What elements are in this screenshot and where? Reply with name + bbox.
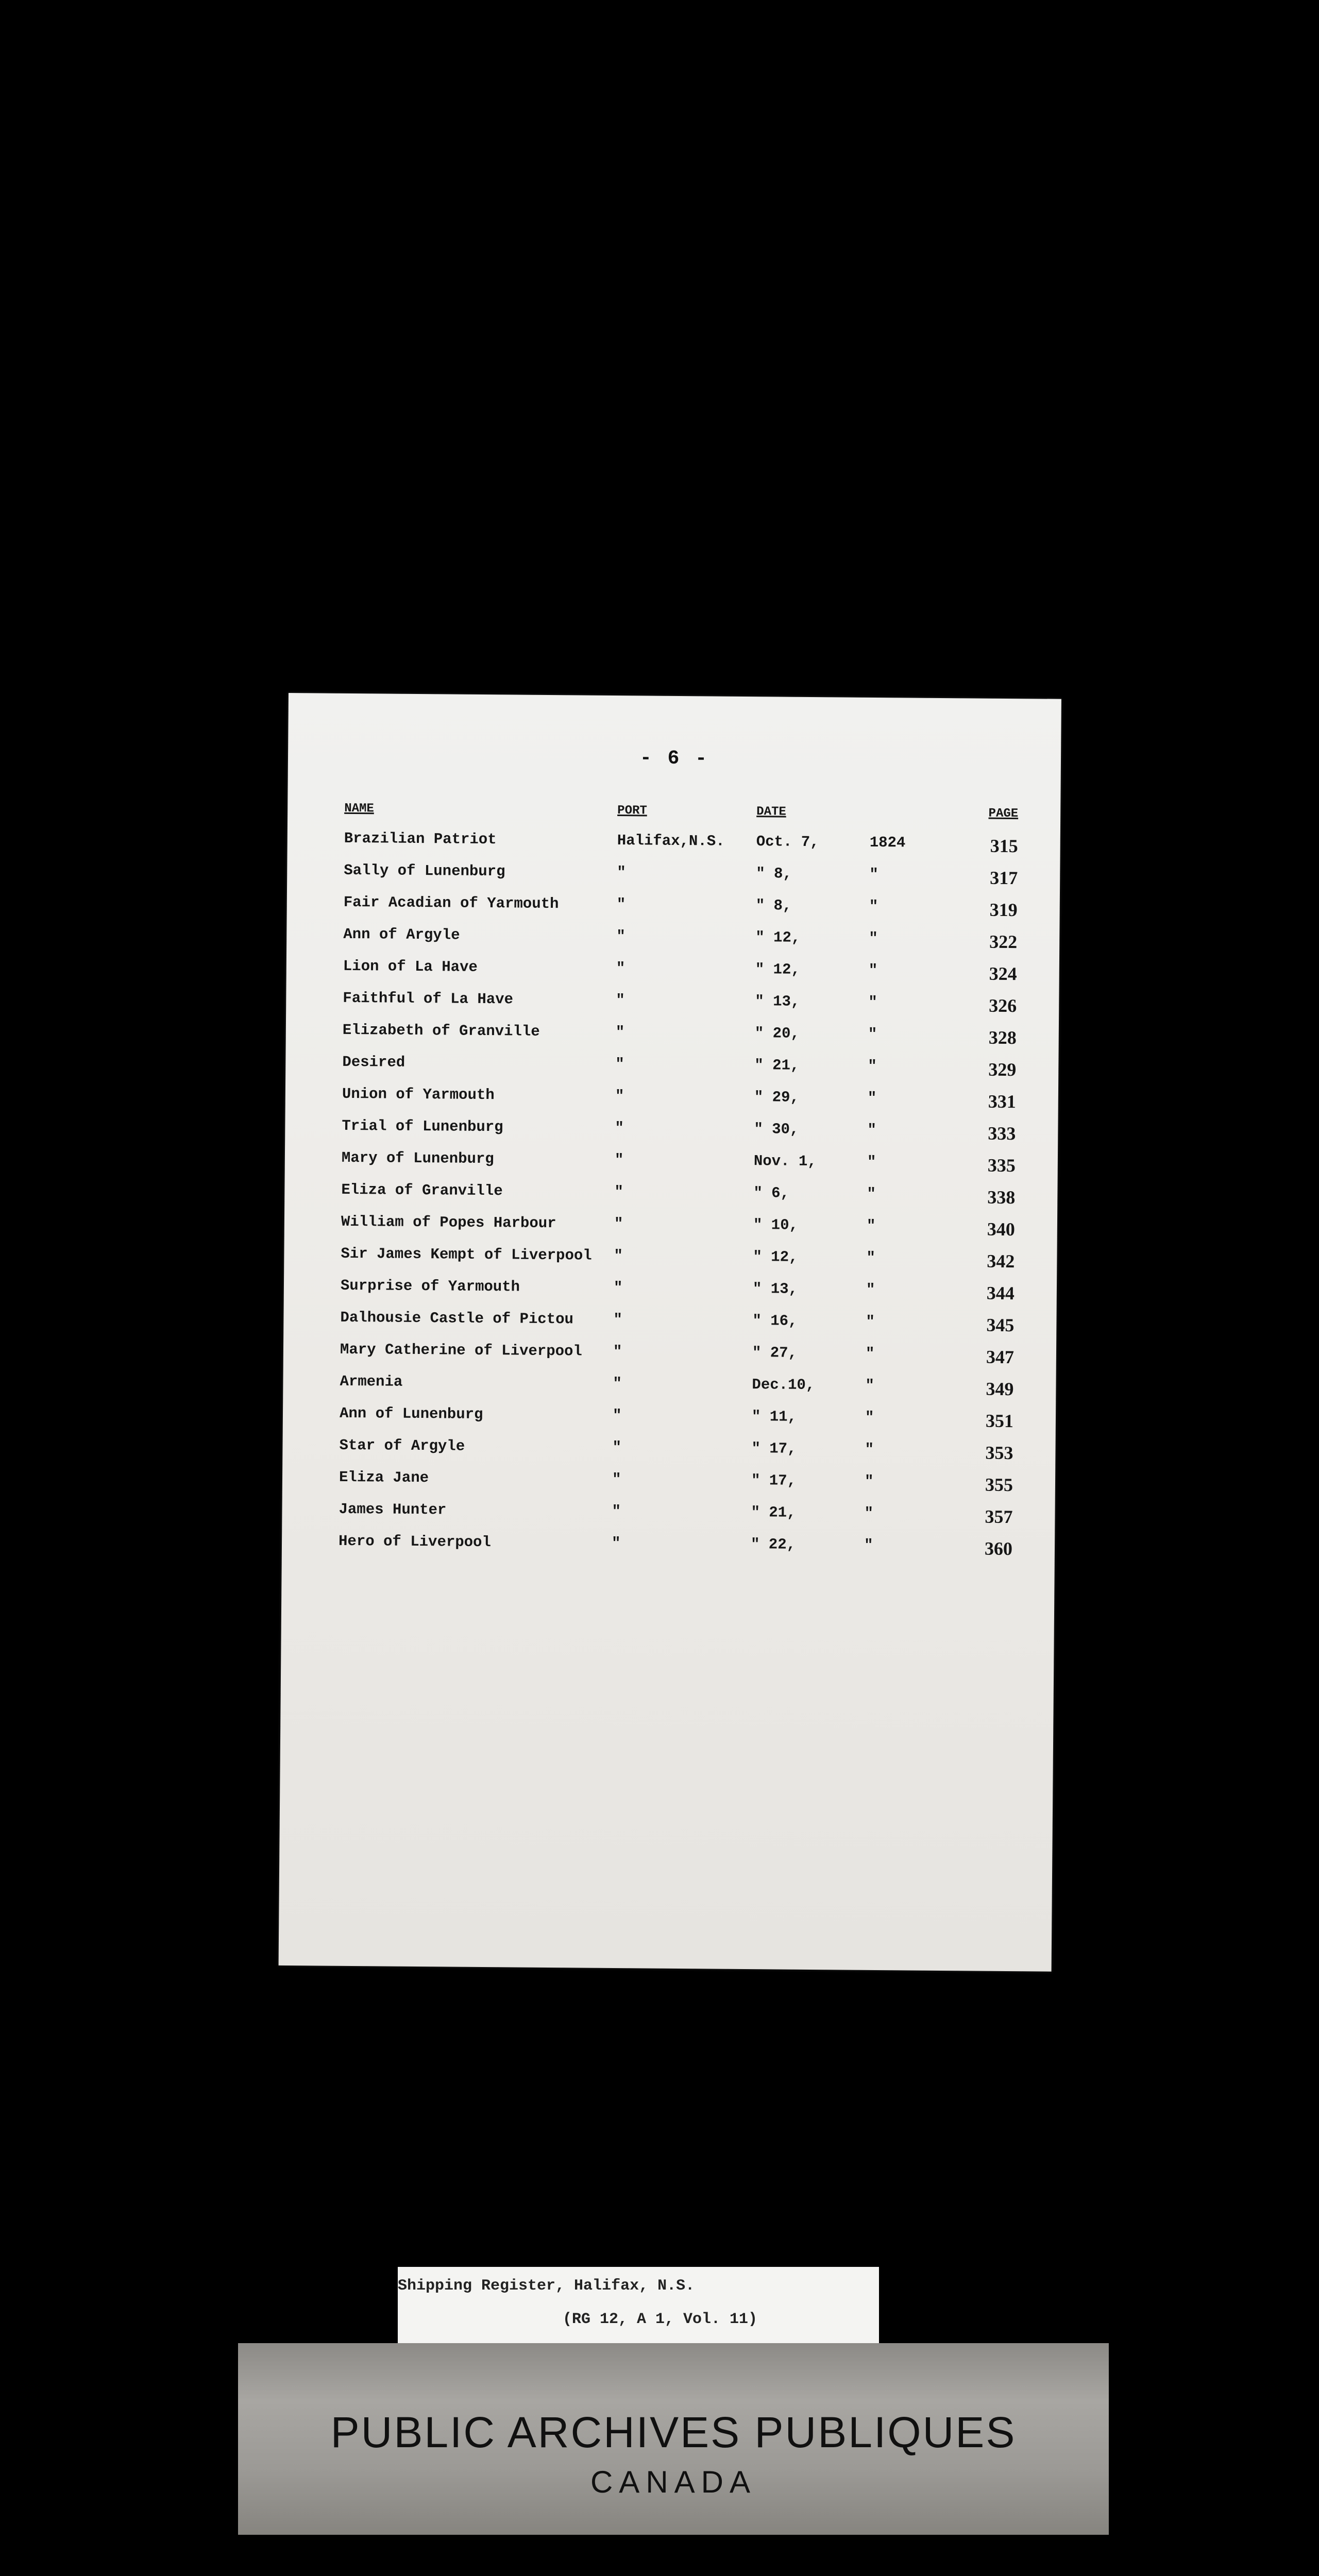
port-cell: " — [616, 896, 626, 913]
year-cell: " — [864, 1504, 874, 1522]
ship-name: Elizabeth of Granville — [342, 1021, 540, 1040]
table-row — [285, 1085, 1058, 1123]
date-cell: " 6, — [753, 1184, 790, 1202]
ship-name: Union of Yarmouth — [342, 1085, 495, 1104]
date-cell: Nov. 1, — [753, 1153, 817, 1171]
page-cell: 340 — [987, 1218, 1016, 1240]
ship-name: Fair Acadian of Yarmouth — [343, 893, 559, 913]
year-cell: " — [865, 1345, 875, 1362]
year-cell: " — [866, 1313, 875, 1330]
ship-name: Surprise of Yarmouth — [340, 1277, 520, 1296]
port-cell: " — [614, 1215, 623, 1233]
table-row — [282, 1436, 1055, 1475]
page-cell: 324 — [989, 963, 1017, 985]
page-cell: 342 — [987, 1250, 1015, 1272]
port-cell: " — [613, 1375, 622, 1393]
port-cell: " — [616, 928, 625, 945]
ship-name: Ann of Argyle — [343, 925, 460, 944]
ship-name: Sir James Kempt of Liverpool — [341, 1245, 592, 1264]
ship-name: James Hunter — [339, 1500, 447, 1519]
date-cell: " 8, — [755, 897, 792, 914]
port-cell: " — [614, 1183, 623, 1201]
year-cell: " — [867, 1089, 877, 1107]
year-cell: " — [869, 929, 878, 947]
page-cell: 328 — [988, 1027, 1017, 1048]
page-cell: 333 — [988, 1123, 1016, 1144]
page-cell: 329 — [988, 1059, 1017, 1080]
year-cell: " — [864, 1472, 874, 1490]
date-cell: " 12, — [755, 961, 800, 978]
port-cell: " — [615, 1024, 625, 1041]
port-cell: " — [615, 1088, 624, 1105]
ship-name: Desired — [342, 1053, 405, 1071]
table-row — [282, 1532, 1055, 1570]
table-row — [283, 1341, 1056, 1379]
port-cell: " — [612, 1502, 621, 1520]
table-row — [284, 1213, 1057, 1251]
page-cell: 335 — [987, 1155, 1016, 1176]
ship-name: Ann of Lunenburg — [339, 1404, 483, 1423]
table-row — [286, 989, 1059, 1027]
port-cell: " — [613, 1311, 623, 1329]
table-row — [286, 1021, 1059, 1059]
date-cell: " 13, — [752, 1280, 798, 1298]
year-cell: " — [868, 961, 878, 979]
ship-name: Trial of Lunenburg — [342, 1117, 503, 1136]
ship-name: Dalhousie Castle of Pictou — [340, 1309, 574, 1328]
year-cell: " — [866, 1281, 875, 1298]
header-date: DATE — [756, 805, 786, 819]
date-cell: Dec.10, — [752, 1376, 815, 1394]
page-number: - 6 - — [639, 747, 709, 770]
year-cell: " — [867, 1185, 876, 1202]
page-cell: 351 — [985, 1410, 1014, 1432]
table-row — [282, 1468, 1055, 1506]
page-cell: 347 — [986, 1346, 1014, 1368]
table-row — [285, 1053, 1058, 1091]
ship-name: Mary Catherine of Liverpool — [340, 1341, 583, 1360]
page-cell: 353 — [985, 1442, 1013, 1464]
page-cell: 322 — [989, 931, 1018, 953]
table-row — [287, 829, 1060, 868]
port-cell: " — [614, 1247, 623, 1265]
register-page — [279, 693, 1061, 1972]
page-cell: 319 — [989, 899, 1018, 921]
table-row — [283, 1372, 1056, 1411]
port-cell: " — [616, 992, 625, 1009]
date-cell: " 29, — [754, 1089, 800, 1106]
port-cell: " — [612, 1470, 621, 1488]
page-cell: 349 — [986, 1378, 1014, 1400]
table-row — [283, 1309, 1056, 1347]
page-cell: 357 — [985, 1506, 1013, 1528]
port-cell: " — [611, 1534, 621, 1552]
ship-name: Hero of Liverpool — [338, 1532, 492, 1551]
page-cell: 315 — [990, 835, 1018, 857]
date-cell: " 13, — [755, 993, 800, 1010]
port-cell: " — [612, 1406, 622, 1425]
year-cell: " — [868, 1025, 877, 1043]
table-row — [286, 957, 1059, 995]
archives-country: CANADA — [590, 2465, 757, 2499]
ship-name: Eliza of Granville — [341, 1181, 503, 1200]
table-row — [285, 1117, 1058, 1155]
table-row — [286, 893, 1059, 931]
page-cell: 355 — [985, 1474, 1013, 1496]
table-row — [284, 1277, 1057, 1315]
archives-banner — [238, 2343, 1109, 2535]
table-row — [283, 1404, 1056, 1443]
page-cell: 344 — [986, 1282, 1015, 1304]
year-cell: " — [867, 1153, 876, 1171]
port-cell: " — [613, 1343, 622, 1361]
year-cell: " — [868, 1057, 877, 1075]
date-cell: " 11, — [751, 1408, 797, 1426]
ship-name: Faithful of La Have — [343, 989, 514, 1008]
page-cell: 345 — [986, 1314, 1014, 1336]
date-cell: " 22, — [750, 1536, 796, 1553]
date-cell: " 16, — [752, 1312, 798, 1330]
ship-name: Mary of Lunenburg — [341, 1149, 494, 1168]
header-name: NAME — [344, 801, 374, 816]
table-row — [284, 1245, 1057, 1283]
ship-name: Eliza Jane — [339, 1468, 429, 1487]
port-cell: " — [615, 1120, 624, 1137]
port-cell: " — [612, 1438, 622, 1456]
ship-name: Star of Argyle — [339, 1436, 465, 1455]
date-cell: " 12, — [755, 929, 801, 946]
date-cell: " 21, — [754, 1057, 800, 1074]
date-cell: Oct. 7, — [756, 833, 819, 851]
year-cell: " — [869, 897, 878, 915]
table-row — [287, 861, 1060, 900]
label-title: Shipping Register, Halifax, N.S. — [398, 2277, 695, 2295]
header-page: PAGE — [988, 806, 1019, 821]
page-cell: 317 — [990, 867, 1018, 889]
date-cell: " 17, — [751, 1472, 797, 1489]
year-cell: " — [865, 1377, 875, 1394]
date-cell: " 8, — [756, 865, 792, 883]
year-cell: 1824 — [869, 834, 906, 852]
port-cell: " — [614, 1151, 624, 1169]
year-cell: " — [866, 1217, 876, 1234]
year-cell: " — [866, 1249, 875, 1266]
page-cell: 326 — [989, 995, 1017, 1016]
page-cell: 331 — [988, 1091, 1016, 1112]
ship-name: Lion of La Have — [343, 957, 478, 976]
port-cell: " — [613, 1279, 623, 1297]
year-cell: " — [867, 1121, 876, 1139]
header-port: PORT — [617, 804, 647, 818]
date-cell: " 21, — [751, 1504, 796, 1521]
archives-title: PUBLIC ARCHIVES PUBLIQUES — [330, 2408, 1017, 2456]
year-cell: " — [865, 1409, 874, 1426]
port-cell: Halifax,N.S. — [617, 832, 725, 850]
year-cell: " — [865, 1440, 874, 1458]
date-cell: " 12, — [753, 1248, 798, 1266]
date-cell: " 20, — [754, 1025, 800, 1042]
table-row — [284, 1181, 1057, 1219]
reference-label — [398, 2267, 879, 2343]
ship-name: William of Popes Harbour — [341, 1213, 556, 1232]
year-cell: " — [869, 866, 878, 884]
ship-name: Sally of Lunenburg — [344, 861, 505, 880]
port-cell: " — [616, 960, 625, 977]
date-cell: " 17, — [751, 1440, 797, 1458]
ship-name: Armenia — [340, 1372, 403, 1391]
label-reference: (RG 12, A 1, Vol. 11) — [563, 2311, 758, 2328]
table-row — [282, 1500, 1055, 1538]
page-cell: 338 — [987, 1187, 1016, 1208]
table-row — [285, 1149, 1058, 1187]
page-cell: 360 — [984, 1538, 1013, 1560]
date-cell: " 10, — [753, 1216, 799, 1234]
date-cell: " 27, — [752, 1344, 798, 1362]
ship-name: Brazilian Patriot — [344, 829, 497, 849]
year-cell: " — [868, 993, 877, 1011]
table-row — [286, 925, 1059, 963]
date-cell: " 30, — [754, 1121, 799, 1138]
port-cell: " — [617, 864, 626, 882]
port-cell: " — [615, 1056, 624, 1073]
year-cell: " — [864, 1536, 873, 1554]
